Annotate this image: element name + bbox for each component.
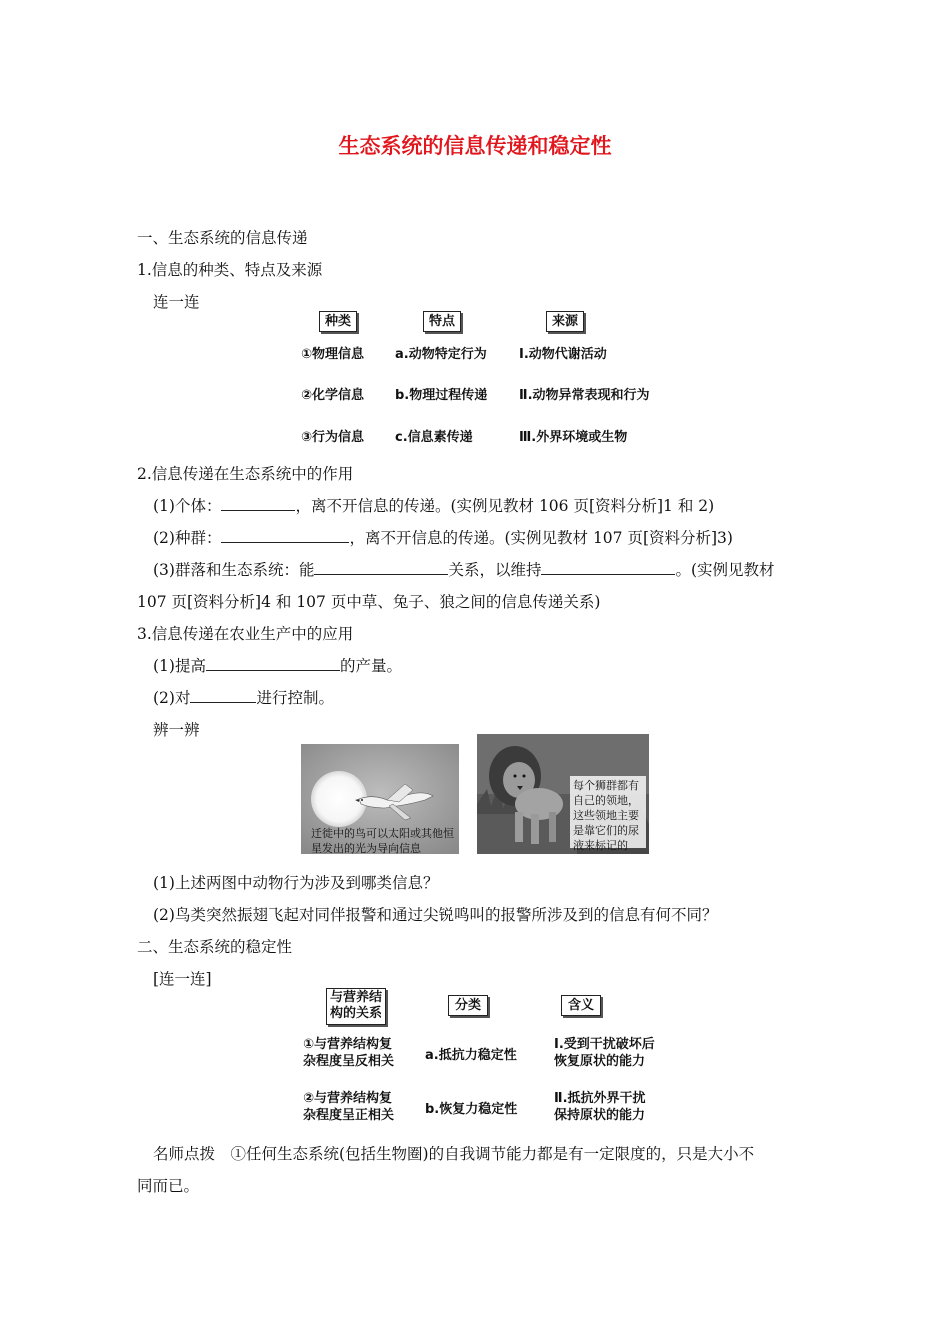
p2-2-label: (2)种群： [153, 529, 222, 547]
p2-1-label: (1)个体： [153, 497, 222, 515]
p2-item-1 [153, 494, 714, 516]
bird-photo [301, 744, 459, 854]
fill-blank[interactable] [221, 496, 295, 511]
relation-item [303, 1090, 394, 1124]
question-1: (1)上述两图中动物行为涉及到哪类信息？ [153, 874, 439, 892]
relation-item-line: 杂程度呈正相关 [303, 1108, 395, 1123]
col3-item: Ⅱ.动物异常表现和行为 [519, 388, 650, 403]
col1-item: ③行为信息 [301, 430, 365, 445]
fill-blank[interactable] [541, 560, 675, 575]
lion-photo [477, 734, 649, 854]
lianyilian-label: 连一连 [153, 293, 200, 311]
header-hanyi: 含义 [561, 995, 601, 1016]
p3-2-label: (2)对 [153, 689, 191, 707]
p3-item-2 [153, 686, 334, 708]
p3-2-text: 进行控制。 [256, 689, 334, 707]
p3-item-1 [153, 654, 402, 676]
type-item: b.恢复力稳定性 [425, 1102, 518, 1117]
bird-photo-caption: 迁徙中的鸟可以太阳或其他恒星发出的光为导向信息 [311, 827, 454, 854]
p2-3-text2: 。(实例见教材 [675, 561, 775, 579]
section2-heading: 二、生态系统的稳定性 [137, 938, 293, 956]
teacher-tip-cont: 同而已。 [137, 1177, 200, 1195]
p3-1-text: 的产量。 [339, 657, 402, 675]
meaning-item [554, 1036, 655, 1070]
p2-item-2 [153, 526, 733, 548]
header-laiyuan: 来源 [546, 311, 584, 332]
p2-item-3 [153, 558, 775, 580]
section1-p1-heading: 1.信息的种类、特点及来源 [137, 261, 323, 279]
header-tedian: 特点 [423, 311, 461, 332]
fill-blank[interactable] [221, 528, 349, 543]
section1-p2-heading: 2.信息传递在生态系统中的作用 [137, 465, 354, 483]
col2-item: c.信息素传递 [395, 430, 473, 445]
section1-heading: 一、生态系统的信息传递 [137, 229, 308, 247]
meaning-item-line: 保持原状的能力 [554, 1108, 646, 1123]
meaning-item-line: Ⅱ.抵抗外界干扰 [554, 1091, 646, 1106]
col1-item: ②化学信息 [301, 388, 365, 403]
col3-item: Ⅲ.外界环境或生物 [519, 430, 628, 445]
section1-p3-heading: 3.信息传递在农业生产中的应用 [137, 625, 354, 643]
lianyilian2-label: [连一连] [153, 970, 212, 988]
header-relation-line: 与营养结 [329, 990, 382, 1005]
type-item: a.抵抗力稳定性 [425, 1048, 517, 1063]
fill-blank[interactable] [206, 656, 340, 671]
page-title: 生态系统的信息传递和稳定性 [338, 134, 612, 158]
header-fenlei: 分类 [448, 995, 488, 1016]
p3-1-label: (1)提高 [153, 657, 206, 675]
relation-item-line: ①与营养结构复 [303, 1037, 393, 1052]
p2-1-text: ，离不开信息的传递。(实例见教材 106 页[资料分析]1 和 2) [295, 497, 715, 515]
fill-blank[interactable] [314, 560, 448, 575]
header-relation [326, 988, 386, 1025]
p2-item-3-cont: 107 页[资料分析]4 和 107 页中草、兔子、狼之间的信息传递关系) [137, 593, 601, 611]
fill-blank[interactable] [190, 688, 256, 703]
header-zhonglei: 种类 [319, 311, 357, 332]
meaning-item [554, 1090, 646, 1124]
meaning-item-line: Ⅰ.受到干扰破坏后 [554, 1037, 655, 1052]
col2-item: a.动物特定行为 [395, 347, 487, 362]
p2-3-label: (3)群落和生态系统：能 [153, 561, 315, 579]
relation-item-line: ②与营养结构复 [303, 1091, 393, 1106]
lion-photo-caption: 每个狮群都有自己的领地，这些领地主要是靠它们的尿液来标记的 [573, 779, 639, 852]
col3-item: Ⅰ.动物代谢活动 [519, 347, 607, 362]
question-2: (2)鸟类突然振翅飞起对同伴报警和通过尖锐鸣叫的报警所涉及到的信息有何不同？ [153, 906, 718, 924]
col2-item: b.物理过程传递 [395, 388, 488, 403]
col1-item: ①物理信息 [301, 347, 365, 362]
bianyibian-label: 辨一辨 [153, 721, 200, 739]
meaning-item-line: 恢复原状的能力 [554, 1054, 646, 1069]
header-relation-line: 构的关系 [329, 1006, 382, 1021]
teacher-tip: 名师点拨 ①任何生态系统(包括生物圈)的自我调节能力都是有一定限度的，只是大小不 [153, 1145, 755, 1163]
relation-item-line: 杂程度呈反相关 [303, 1054, 395, 1069]
p2-3-text: 关系，以维持 [448, 561, 542, 579]
relation-item [303, 1036, 394, 1070]
p2-2-text: ，离不开信息的传递。(实例见教材 107 页[资料分析]3) [349, 529, 733, 547]
